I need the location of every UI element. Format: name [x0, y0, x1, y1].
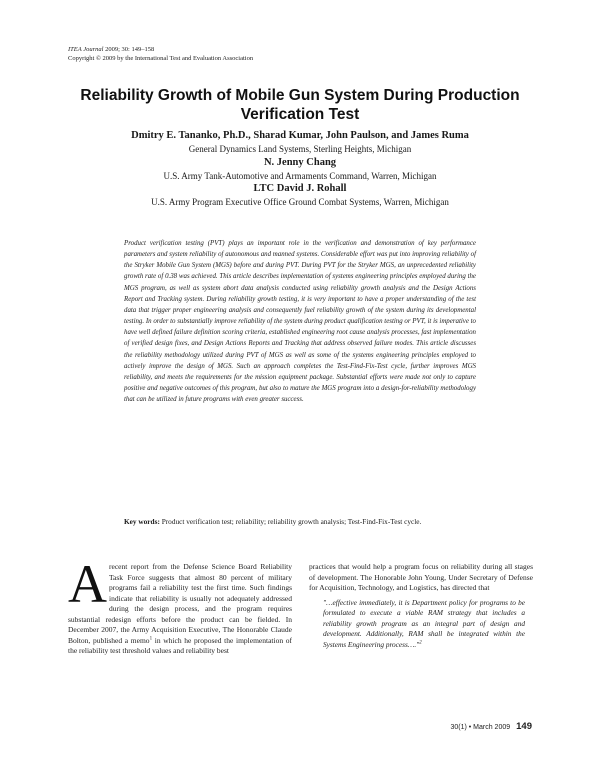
citation-line: [68, 45, 253, 54]
paper-title: Reliability Growth of Mobile Gun System During Production Verification Test: [80, 87, 520, 123]
author-names: LTC David J. Rohall: [253, 183, 347, 194]
page-footer: [450, 721, 532, 732]
keywords-text: Product verification test; reliability; reliability growth analysis; Test-Find-Fix-Test cycle.: [159, 517, 422, 526]
author-affiliation: U.S. Army Tank-Automotive and Armaments Command, Warren, Michigan: [163, 170, 437, 181]
quote-text: "…effective immediately, it is Department policy for programs to be formulated to execute a viable RAM strategy that includes a reliability growth program as an integral part of design and development. Additionally, RAM shall be integrated within the Systems Engineering process….": [323, 597, 525, 649]
author-affiliation: General Dynamics Land Systems, Sterling Heights, Michigan: [188, 144, 412, 154]
page-number: 149: [516, 721, 532, 732]
body-text: recent report from the Defense Science Board Reliability Task Force suggests that almost 80 percent of military programs fail a reliability test the first time. Such findings indicate that reliability is usually not adequately addressed during the design process, and the program requires substantial redesign efforts before the product can be fielded. In December 2007, the Army Acquisition Executive, The Honorable Claude Bolton, published a memo: [68, 562, 292, 645]
issue-info: 30(1) • March 2009: [450, 724, 511, 731]
author-affiliation: U.S. Army Program Executive Office Ground Combat Systems, Warren, Michigan: [151, 197, 449, 207]
body-column-left: [68, 554, 292, 657]
body-text: practices that would help a program focus on reliability during all stages of development. The Honorable John Young, Under Secretary of Defense for Acquisition, Technology, and Logistics, has directed that: [309, 562, 533, 593]
body-column-right: [309, 562, 533, 650]
author-names: N. Jenny Chang: [263, 156, 337, 168]
author-names: Dmitry E. Tananko, Ph.D., Sharad Kumar, John Paulson, and James Ruma: [131, 130, 469, 141]
body-text: in which he proposed the implementation of the reliability test threshold values and reliability best: [68, 635, 292, 656]
footnote-ref[interactable]: 2: [419, 640, 422, 646]
journal-name: ITEA Journal: [68, 46, 104, 53]
abstract: Product verification testing (PVT) plays an important role in the verification and demonstration of key performance parameters and system reliability of autonomous and manned systems. Considerable effort was put into improving reliability of the Stryker Mobile Gun System (MGS) before and during PVT. During PVT for the Stryker MGS, an unprecedented reliability growth rate of 0.38 was achieved. This article describes implementation of systems engineering principles employed during the MGS program, as well as system abort data analysis conducted using reliability growth analysis and the Design Actions Report and Tracking system. During reliability growth testing, it is very important to have a proper understanding of the test data that trigger proper engineering analysis and consequently fuel reliability growth of the system during its developmental testing. In order to substantially improve reliability of the system during product qualification testing or PVT, it is imperative to have well defined failure definition scoring criteria, established engineering root cause analysis processes, fast implementation of verified design fixes, and Design Actions Reports and Tracking that address observed failure modes. This article discusses the reliability methodology utilized during PVT of MGS as well as some of the systems engineering principles employed to actively improve the design of MGS. Such an approach completes the Test-Find-Fix-Test cycle, further improves MGS reliability, and meets the requirements for the mission equipment package. Substantial efforts were made not only to capture positive and negative outcomes of this program, but also to mature the MGS program into a design-for-reliability methodology that can be utilized in future programs with even greater success.: [124, 240, 476, 404]
journal-header: [68, 45, 253, 63]
author-block: [40, 129, 560, 209]
block-quote: [323, 598, 525, 651]
drop-cap: A: [68, 554, 107, 614]
journal-citation: 2009; 30: 149–158: [103, 46, 155, 53]
copyright-line: Copyright © 2009 by the International Test and Evaluation Association: [68, 55, 254, 62]
footnote-ref[interactable]: 1: [149, 636, 153, 642]
keywords: [124, 516, 476, 528]
keywords-label: Key words:: [124, 517, 160, 526]
